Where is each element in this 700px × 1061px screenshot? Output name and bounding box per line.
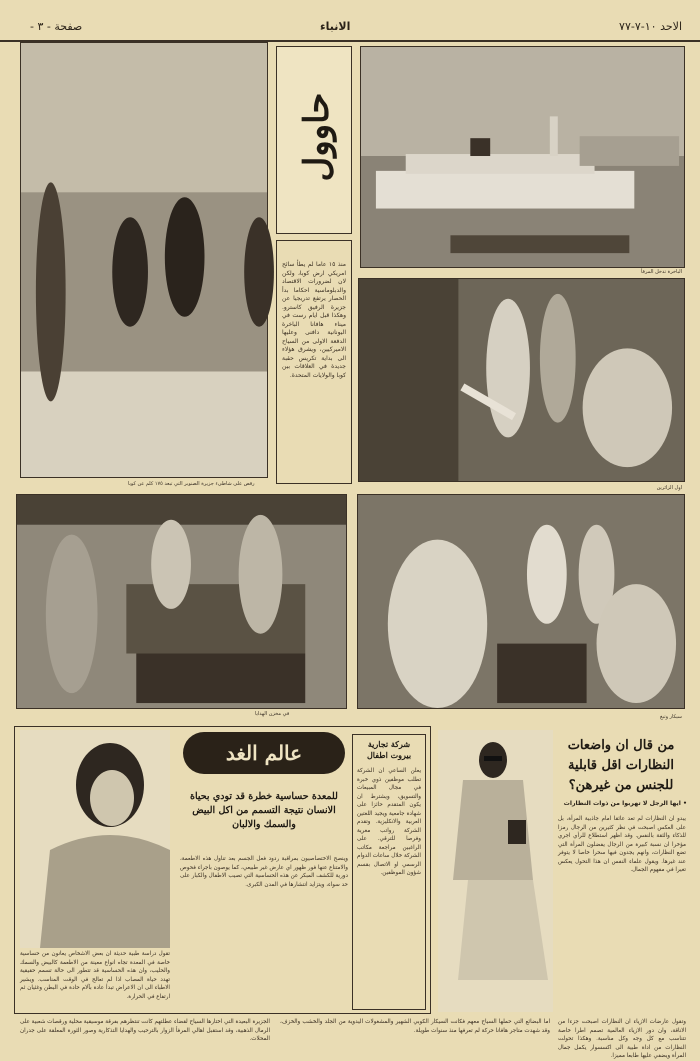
glasses-woman-image: [438, 730, 553, 1012]
tourists-image: [359, 279, 684, 481]
glasses-title-line1: من قال ان واضعات: [567, 738, 675, 753]
world-tomorrow-col-a: تقول دراسة طبية حديثة ان بعض الاشخاص يعانون من حساسية خاصة في المعدة تجاه انواع معينة من الاطعمة كالبيض والسمك والحليب، وان هذه الحساسية قد تتطور الى حالة تسمم حقيقية تهدد حياة المصاب اذا لم تعالج في الوقت المناسب. ويشير الاطباء الى ان الاعراض تبدأ عادة بآلام حادة في البطن وغثيان ثم ارتفاع في الحرارة.: [20, 951, 170, 1000]
shop-caption: في مخزن الهدايا: [255, 711, 290, 717]
woman-photo: [20, 730, 170, 948]
beach-image: [21, 43, 267, 477]
world-tomorrow-col-b: وينصح الاختصاصيون بمراقبة ردود فعل الجسم بعد تناول هذه الاطعمة، والامتناع عنها فور ظهور اي عارض غير طبيعي، كما يوصون باجراء فحوص دورية للكشف المبكر عن هذه الحساسية التي تصيب الاطفال والكبار على حد سواء، ويتزايد انتشارها في المدن الكبرى.: [180, 856, 348, 888]
world-tomorrow-title: عالم الغد: [225, 741, 303, 765]
ad-box-title: شركة تجارية بيروت اطفال: [366, 739, 412, 760]
glasses-col-b: وتقول عارضات الازياء ان النظارات اصبحت جزءا من الاناقة، وان دور الازياء العالمية تصمم اطرا خاصة تتناسب مع كل وجه وكل مناسبة. وهكذا تحولت النظارات من اداة طبية الى اكسسوار يكمل جمال المرأة ويضفي عليها طابعا مميزا.: [558, 1019, 686, 1059]
world-tomorrow-title-box: [183, 732, 345, 774]
tourists-caption: اول الزائرين: [656, 485, 682, 491]
shop-photo: [16, 494, 347, 709]
top-body-col-a: الجزيرة البعيدة التي اختارها السياح لقضاء عطلتهم كانت تنتظرهم بفرقة موسيقية محلية ورقصات شعبية على الرمال الذهبية، وقد استقبل اهالي المرفأ الزوار بالترحيب والهدايا التذكارية وصور الثورة المعلقة على جدران المحلات.: [19, 1019, 270, 1042]
glasses-title-line2: النظارات اقل قابلية: [568, 758, 674, 773]
page-number: صفحة - ٣ -: [30, 20, 83, 33]
glasses-subtitle: • ايها الرجل لا تهربوا من ذوات النظارات: [563, 800, 687, 807]
ship-caption: الباخرة تدخل المرفأ: [641, 269, 682, 275]
ship-image: [361, 47, 684, 267]
masthead-title: حاوول: [297, 92, 337, 182]
issue-date: الاحد ١٠-٧-٧٧: [619, 20, 682, 33]
glasses-woman-photo: [438, 730, 553, 1012]
cigars-image: [358, 495, 684, 708]
shop-image: [17, 495, 346, 708]
paper-name: الانباء: [320, 20, 351, 33]
page-header: [0, 0, 700, 42]
cigars-photo: [357, 494, 685, 709]
tourists-photo: [358, 278, 685, 482]
beach-caption: رقص على شاطىء جزيرة الصنوبر التي تبعد ١٧٥ كلم عن كوبا: [128, 481, 255, 487]
ad-box: [352, 734, 426, 1010]
woman-image: [20, 730, 170, 948]
glasses-col-a: يبدو ان النظارات لم تعد عائقا امام جاذبية المرأة، بل على العكس اصبحت في نظر كثيرين من الرجال رمزا للذكاء والثقة بالنفس. وقد اظهر استطلاع للرأي اجري مؤخرا ان نسبة كبيرة من الرجال يفضلون المرأة التي تضع النظارات، وانهم يجدون فيها سحرا خاصا لا يتوفر عند غيرها. ويقول علماء النفس ان هذا التحول يعكس تغيرا في مفهوم الجمال.: [558, 816, 686, 873]
glasses-title-line3: للجنس من غيرهن؟: [568, 778, 674, 793]
world-tomorrow-headline: للمعدة حساسية خطرة قد تودي بحياة الانسان نتيجة التسمم من اكل البيض والسمك والالبان: [190, 791, 338, 830]
top-body-col-b: اما البضائع التي حملها السياح معهم فكانت السيكار الكوبي الشهير والمشغولات اليدوية من الجلد والخشب والخزف، وقد شهدت متاجر هافانا حركة لم تعرفها منذ سنوات طويلة.: [280, 1019, 550, 1034]
ad-box-text: يعلن الساعي ان الشركة تطلب موظفين ذوي خبرة في مجال المبيعات والتسويق، ويشترط ان يكون المتقدم حائزا على شهادة جامعية ويجيد اللغتين العربية والانكليزية. وتقدم الشركة رواتب مغرية وفرصا للترقي. على الراغبين مراجعة مكاتب الشركة خلال ساعات الدوام الرسمي او الاتصال بقسم شؤون الموظفين.: [357, 768, 421, 876]
beach-photo: [20, 42, 268, 478]
masthead-box: [276, 46, 352, 234]
intro-text: منذ ١٥ عاما لم يطأ سائح امريكي ارض كوبا، ولكن لان لضرورات الاقتصاد والدبلوماسية احكاما بدأ الحصار يرتفع تدريجيا عن جزيرة الرفيق كاسترو. وهكذا قبل ايام رست في ميناء هافانا الباخرة اليونانية دافنى وعليها الدفعة الاولى من السياح الاميركيين، ويشرق هؤلاء الى بداية تكريس حقبة جديدة في العلاقات بين كوبا والولايات المتحدة.: [276, 240, 352, 484]
ship-photo: [360, 46, 685, 268]
cigars-caption: سيكار وتبغ: [660, 714, 682, 720]
